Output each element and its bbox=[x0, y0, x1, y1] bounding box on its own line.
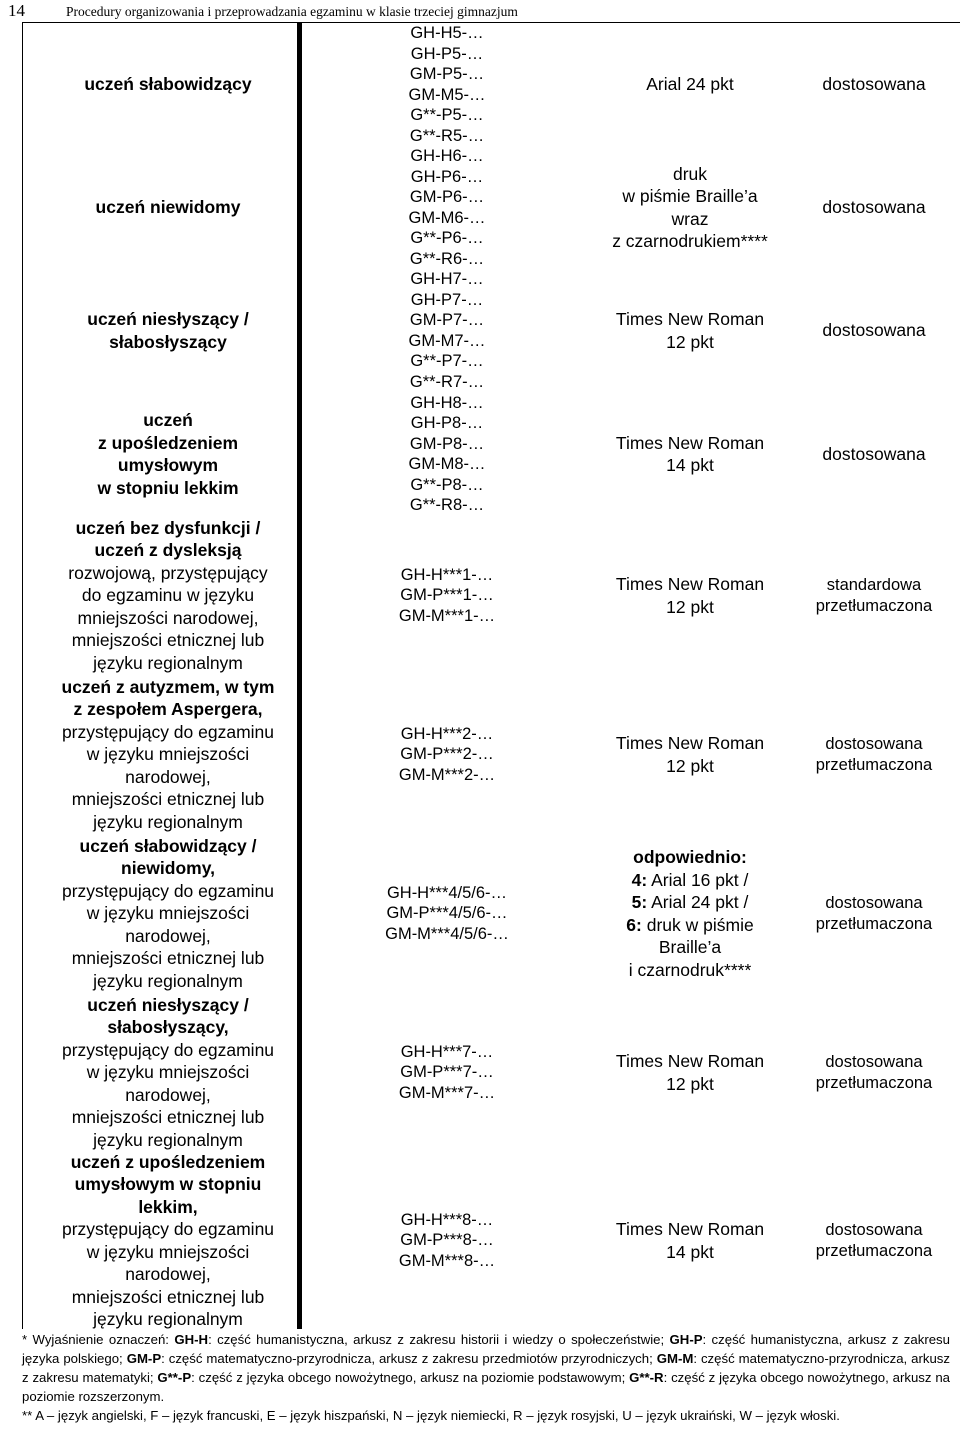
student-line: narodowej, bbox=[125, 1264, 211, 1284]
sheet-codes-cell bbox=[302, 675, 592, 834]
format-segment: odpowiednio: bbox=[633, 847, 747, 867]
codes-line: GH-H***4/5/6-… bbox=[386, 883, 508, 902]
student-line: niewidomy, bbox=[121, 858, 215, 879]
format-segment: Braille’a bbox=[658, 937, 722, 957]
codes-line: G**-R6-… bbox=[409, 249, 485, 268]
page-header bbox=[0, 0, 960, 24]
student-line: uczeń słabowidzący bbox=[84, 74, 252, 95]
codes-line: GH-H5-… bbox=[410, 24, 484, 42]
codes-line: G**-P8-… bbox=[410, 475, 484, 494]
format-cell bbox=[592, 675, 788, 834]
student-line: uczeń słabowidzący / bbox=[79, 835, 257, 856]
codes-line: GM-P***2-… bbox=[400, 745, 494, 764]
student-category-cell bbox=[40, 146, 296, 269]
codes-line: GM-M5-… bbox=[408, 85, 486, 104]
table-row bbox=[22, 23, 960, 146]
version-line: dostosowana bbox=[825, 893, 923, 912]
codes-line: G**-R8-… bbox=[409, 496, 485, 514]
footnote-segment: GH-P bbox=[669, 1332, 703, 1347]
version-cell bbox=[788, 834, 960, 993]
student-line: umysłowym bbox=[117, 455, 219, 475]
format-line: w piśmie Braille’a bbox=[622, 186, 758, 206]
footnote-segment: * Wyjaśnienie oznaczeń: bbox=[22, 1332, 175, 1347]
version-line: przetłumaczona bbox=[815, 1241, 933, 1260]
student-line: przystępujący do egzaminu bbox=[61, 1219, 275, 1239]
student-line: uczeń z upośledzeniem bbox=[70, 1151, 266, 1172]
format-line: druk bbox=[672, 163, 708, 184]
student-line: uczeń niesłyszący / bbox=[87, 309, 249, 329]
codes-line: GH-H6-… bbox=[410, 147, 484, 165]
version-line: przetłumaczona bbox=[815, 755, 933, 774]
format-segment: 4: bbox=[631, 869, 648, 890]
student-line: słabosłyszący bbox=[109, 331, 227, 352]
format-cell bbox=[592, 392, 788, 516]
codes-line: G**-R5-… bbox=[409, 126, 485, 145]
student-line: z upośledzeniem bbox=[97, 432, 239, 453]
codes-line: GM-M8-… bbox=[408, 455, 486, 473]
student-line: słabosłyszący, bbox=[107, 1017, 229, 1038]
footnote-segment: GM-P bbox=[126, 1351, 162, 1366]
version-line: dostosowana bbox=[822, 74, 926, 95]
format-line: 14 pkt bbox=[666, 455, 714, 475]
version-line: dostosowana bbox=[825, 734, 923, 753]
codes-line: GH-H***8-… bbox=[400, 1210, 494, 1229]
codes-line: GH-P7-… bbox=[410, 290, 484, 309]
codes-line: GH-H***1-… bbox=[400, 565, 494, 584]
student-line: języku regionalnym bbox=[93, 970, 243, 991]
format-line: 12 pkt bbox=[666, 596, 714, 617]
format-line: Arial 24 pkt bbox=[646, 74, 734, 95]
student-line: z zespołem Aspergera, bbox=[73, 699, 263, 720]
codes-line: G**-R7-… bbox=[409, 372, 485, 391]
format-cell bbox=[592, 993, 788, 1152]
footnote-segment: : część z języka obcego nowożytnego, arkusz na poziomie rozszerzonym. bbox=[22, 1370, 951, 1404]
student-line: uczeń bbox=[143, 410, 193, 430]
format-line: 12 pkt bbox=[666, 755, 714, 776]
footnote-segment: : część humanistyczna, arkusz z zakresu języka polskiego; bbox=[22, 1332, 950, 1366]
version-line: przetłumaczona bbox=[815, 1073, 933, 1092]
student-category-cell bbox=[40, 269, 296, 392]
version-cell bbox=[788, 146, 960, 269]
footnote-codes bbox=[22, 1330, 950, 1406]
student-line: w języku mniejszości bbox=[86, 903, 250, 924]
version-line: dostosowana bbox=[822, 320, 926, 341]
student-line: do egzaminu w języku bbox=[81, 585, 255, 606]
student-line: mniejszości etnicznej lub bbox=[71, 948, 265, 969]
version-line: dostosowana bbox=[822, 197, 926, 218]
footnote-segment: G**-P bbox=[157, 1370, 192, 1385]
student-line: uczeń z dysleksją bbox=[94, 540, 242, 561]
student-line: mniejszości etnicznej lub bbox=[71, 1107, 265, 1128]
version-cell bbox=[788, 269, 960, 392]
codes-line: G**-P5-… bbox=[410, 106, 484, 124]
table-row bbox=[22, 516, 960, 675]
student-line: mniejszości etnicznej lub bbox=[71, 630, 265, 651]
format-line: 14 pkt bbox=[666, 1241, 714, 1262]
table-row bbox=[22, 993, 960, 1152]
format-line: Times New Roman bbox=[615, 1051, 765, 1071]
codes-line: GM-M***4/5/6-… bbox=[385, 924, 509, 943]
footnotes bbox=[22, 1330, 950, 1425]
footnote-languages: ** A – język angielski, F – język francuski, E – język hiszpański, N – język niemiecki, R – język rosyjski, U – język ukraiński, W – język włoski. bbox=[22, 1408, 840, 1423]
codes-line: GM-M7-… bbox=[408, 331, 486, 350]
format-cell bbox=[592, 23, 788, 146]
format-line: z czarnodrukiem**** bbox=[612, 231, 768, 251]
sheet-codes-cell bbox=[302, 392, 592, 516]
student-line: w stopniu lekkim bbox=[97, 477, 239, 498]
codes-line: GH-H***7-… bbox=[400, 1042, 494, 1061]
student-line: narodowej, bbox=[125, 925, 211, 946]
table-row bbox=[22, 392, 960, 516]
codes-line: GM-P***1-… bbox=[400, 586, 494, 605]
exam-table bbox=[22, 23, 960, 1329]
student-category-cell bbox=[40, 675, 296, 834]
codes-line: GH-H8-… bbox=[410, 393, 484, 412]
student-line: mniejszości etnicznej lub bbox=[71, 789, 265, 810]
footnote-segment: GM-M bbox=[656, 1351, 694, 1366]
format-line: Times New Roman bbox=[615, 1219, 765, 1239]
sheet-codes-cell bbox=[302, 146, 592, 269]
codes-line: GH-H7-… bbox=[410, 270, 484, 288]
format-cell bbox=[592, 1152, 788, 1329]
table-row bbox=[22, 269, 960, 392]
sheet-codes-cell bbox=[302, 1152, 592, 1329]
student-line: mniejszości narodowej, bbox=[77, 607, 259, 628]
footnote-segment: GH-H bbox=[174, 1332, 209, 1347]
student-category-cell bbox=[40, 23, 296, 146]
student-category-cell bbox=[40, 1152, 296, 1329]
format-line bbox=[626, 869, 753, 892]
codes-line: GM-M***1-… bbox=[398, 606, 496, 625]
version-cell bbox=[788, 392, 960, 516]
version-line: standardowa bbox=[826, 575, 922, 594]
format-cell bbox=[592, 269, 788, 392]
footnote-segment: : część matematyczno-przyrodnicza, arkusz z zakresu matematyki; bbox=[22, 1351, 950, 1385]
format-line: wraz bbox=[671, 208, 709, 229]
codes-line: GM-M***7-… bbox=[398, 1083, 496, 1102]
format-line: Times New Roman bbox=[615, 432, 765, 453]
student-line: przystępujący do egzaminu bbox=[61, 721, 275, 742]
student-line: umysłowym w stopniu bbox=[74, 1174, 262, 1194]
format-line: 12 pkt bbox=[666, 1073, 714, 1094]
footnote-segment: : część z języka obcego nowożytnego, arkusz na poziomie podstawowym; bbox=[191, 1370, 630, 1385]
format-segment: 5: bbox=[631, 892, 648, 912]
format-segment: 6: bbox=[626, 914, 642, 935]
student-line: języku regionalnym bbox=[93, 652, 243, 673]
sheet-codes-cell bbox=[302, 993, 592, 1152]
student-line: uczeń niesłyszący / bbox=[87, 994, 249, 1015]
sheet-codes-cell bbox=[302, 834, 592, 993]
student-line: narodowej, bbox=[125, 1084, 211, 1105]
footnote-segment: : część matematyczno-przyrodnicza, arkusz z zakresu przedmiotów przyrodniczych; bbox=[161, 1351, 657, 1366]
student-line: uczeń z autyzmem, w tym bbox=[61, 676, 275, 697]
codes-line: G**-P6-… bbox=[410, 229, 484, 247]
student-line: lekkim, bbox=[138, 1196, 198, 1217]
footnote-segment: G**-R bbox=[629, 1370, 664, 1385]
format-line bbox=[626, 936, 753, 959]
student-line: mniejszości etnicznej lub bbox=[71, 1286, 265, 1307]
format-line: Times New Roman bbox=[615, 733, 765, 753]
format-cell bbox=[592, 834, 788, 993]
format-line bbox=[626, 959, 753, 982]
format-segment: druk w piśmie bbox=[641, 914, 754, 935]
version-cell bbox=[788, 1152, 960, 1329]
format-line bbox=[626, 891, 753, 914]
student-line: uczeń niewidomy bbox=[95, 197, 241, 218]
codes-line: GM-P***8-… bbox=[400, 1231, 494, 1250]
footnote-segment: : część humanistyczna, arkusz z zakresu historii i wiedzy o społeczeństwie; bbox=[208, 1332, 670, 1347]
version-line: dostosowana bbox=[825, 1220, 923, 1239]
codes-line: GM-P***7-… bbox=[400, 1063, 494, 1082]
version-line: przetłumaczona bbox=[815, 914, 933, 933]
codes-line: GM-M6-… bbox=[408, 208, 486, 227]
sheet-codes-cell bbox=[302, 516, 592, 675]
format-cell bbox=[592, 516, 788, 675]
format-segment: i czarnodruk**** bbox=[628, 959, 752, 980]
format-line: 12 pkt bbox=[666, 331, 714, 352]
format-line: Times New Roman bbox=[615, 309, 765, 329]
student-category-cell bbox=[40, 834, 296, 993]
format-line: Times New Roman bbox=[615, 574, 765, 594]
codes-line: GH-P8-… bbox=[410, 414, 484, 432]
codes-line: GH-P5-… bbox=[410, 44, 484, 63]
student-category-cell bbox=[40, 392, 296, 516]
codes-line: GM-P5-… bbox=[409, 65, 485, 83]
page-number: 14 bbox=[8, 1, 25, 20]
student-line: przystępujący do egzaminu bbox=[61, 880, 275, 901]
codes-line: GM-P8-… bbox=[409, 434, 485, 453]
table-row bbox=[22, 1152, 960, 1329]
version-line: przetłumaczona bbox=[815, 596, 933, 615]
student-line: w języku mniejszości bbox=[86, 744, 250, 765]
student-line: przystępujący do egzaminu bbox=[61, 1039, 275, 1060]
sheet-codes-cell bbox=[302, 23, 592, 146]
version-cell bbox=[788, 23, 960, 146]
version-cell bbox=[788, 993, 960, 1152]
student-line: rozwojową, przystępujący bbox=[68, 562, 268, 583]
student-category-cell bbox=[40, 993, 296, 1152]
version-cell bbox=[788, 516, 960, 675]
codes-line: GM-M***2-… bbox=[398, 765, 496, 784]
version-line: dostosowana bbox=[822, 443, 926, 464]
running-title: Procedury organizowania i przeprowadzania egzaminu w klasie trzeciej gimnazjum bbox=[66, 4, 518, 19]
student-line: w języku mniejszości bbox=[86, 1241, 250, 1262]
codes-line: GM-P7-… bbox=[409, 311, 485, 329]
codes-line: GM-P***4/5/6-… bbox=[386, 904, 508, 923]
codes-line: G**-P7-… bbox=[410, 352, 484, 370]
student-line: języku regionalnym bbox=[93, 1129, 243, 1150]
format-cell bbox=[592, 146, 788, 269]
table-row bbox=[22, 834, 960, 993]
student-category-cell bbox=[40, 516, 296, 675]
format-segment: Arial 16 pkt / bbox=[647, 869, 749, 890]
student-line: uczeń bez dysfunkcji / bbox=[75, 517, 261, 538]
table-row bbox=[22, 675, 960, 834]
student-line: w języku mniejszości bbox=[86, 1062, 250, 1083]
codes-line: GH-H***2-… bbox=[400, 724, 494, 743]
format-line bbox=[626, 846, 753, 869]
student-line: języku regionalnym bbox=[93, 1309, 243, 1329]
codes-line: GM-M***8-… bbox=[398, 1251, 496, 1270]
student-line: narodowej, bbox=[125, 766, 211, 787]
version-line: dostosowana bbox=[825, 1052, 923, 1071]
version-cell bbox=[788, 675, 960, 834]
codes-line: GM-P6-… bbox=[409, 188, 485, 206]
sheet-codes-cell bbox=[302, 269, 592, 392]
table-row bbox=[22, 146, 960, 269]
student-line: języku regionalnym bbox=[93, 811, 243, 832]
format-line bbox=[626, 914, 753, 937]
format-segment: Arial 24 pkt / bbox=[647, 892, 749, 912]
codes-line: GH-P6-… bbox=[410, 167, 484, 186]
